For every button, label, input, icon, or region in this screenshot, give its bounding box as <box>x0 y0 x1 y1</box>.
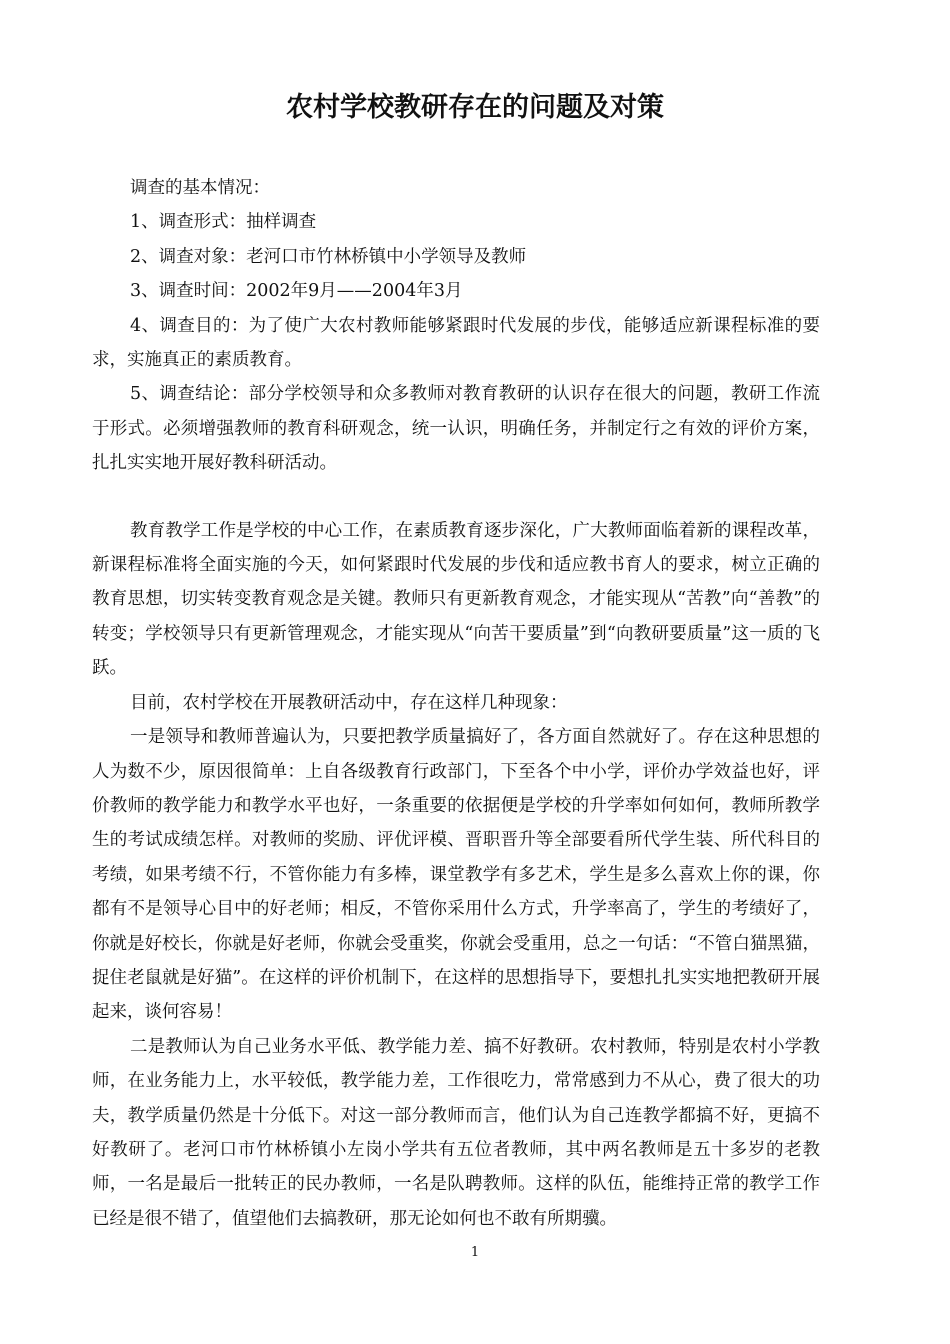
document-content <box>92 171 820 1236</box>
body-paragraph-second-issue: 二是教师认为自己业务水平低、教学能力差、搞不好教研。农村教师，特别是农村小学教师，在业务能力上，水平较低，教学能力差，工作很吃力，常常感到力不从心，费了很大的功夫，教学质量仍然是十分低下。对这一部分教师而言，他们认为自己连教学都搞不好，更搞不好教研了。老河口市竹林桥镇小左岗小学共有五位者教师，其中两名教师是五十多岁的老教师，一名是最后一批转正的民办教师，一名是队聘教师。这样的队伍，能维持正常的教学工作已经是很不错了，值望他们去搞教研，那无论如何也不敢有所期骥。 <box>92 1036 820 1229</box>
section-gap <box>92 481 820 514</box>
survey-item-purpose: 4、调查目的：为了使广大农村教师能够紧跟时代发展的步伐，能够适应新课程标准的要求，实施真正的素质教育。 <box>92 315 820 371</box>
survey-item-form: 1、调查形式：抽样调查 <box>130 212 317 233</box>
body-paragraph-first-issue: 一是领导和教师普遍认为，只要把教学质量搞好了，各方面自然就好了。存在这种思想的人为数不少，原因很简单：上自各级教育行政部门，下至各个中小学，评价办学效益也好，评价教师的教学能力和教学水平也好，一条重要的依据便是学校的升学率如何如何，教师所教学生的考试成绩怎样。对教师的奖励、评优评模、晋职晋升等全部要看所代学生装、所代科目的考绩，如果考绩不行，不管你能力有多棒，课堂教学有多艺术，学生是多么喜欢上你的课，你都有不是领导心目中的好老师；相反，不管你采用什么方式，升学率高了，学生的考绩好了，你就是好校长，你就是好老师，你就会受重奖，你就会受重用，总之一句话：“不管白猫黑猫，捉住老鼠就是好猫”。在这样的评价机制下，在这样的思想指导下，要想扎扎实实地把教研开展起来，谈何容易！ <box>92 727 820 1023</box>
body-paragraph-phenomena: 目前，农村学校在开展教研活动中，存在这样几种现象： <box>130 692 568 713</box>
page-number: 1 <box>470 1245 480 1260</box>
survey-heading: 调查的基本情况： <box>130 178 270 198</box>
body-paragraph-intro: 教育教学工作是学校的中心工作，在素质教育逐步深化，广大教师面临着新的课程改革，新课程标准将全面实施的今天，如何紧跟时代发展的步伐和适应教书育人的要求，树立正确的教育思想，切实转变教育观念是关键。教师只有更新教育观念，才能实现从“苦教”向“善教”的转变；学校领导只有更新管理观念，才能实现从“向苦干要质量”到“向教研要质量”这一质的飞跃。 <box>92 520 820 679</box>
survey-item-conclusion: 5、调查结论：部分学校领导和众多教师对教育教研的认识存在很大的问题，教研工作流于形式。必须增强教师的教育科研观念，统一认识，明确任务，并制定行之有效的评价方案，扎扎实实地开展好教科研活动。 <box>92 384 820 474</box>
document-title: 农村学校教研存在的问题及对策 <box>286 92 664 123</box>
survey-item-time: 3、调查时间：2002年9月——2004年3月 <box>130 281 463 302</box>
survey-item-target: 2、调查对象：老河口市竹林桥镇中小学领导及教师 <box>130 246 527 267</box>
